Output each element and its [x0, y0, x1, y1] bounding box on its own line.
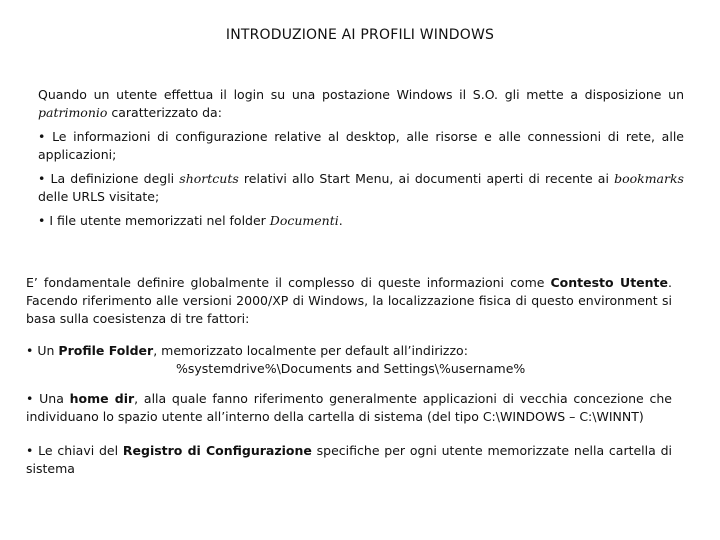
- bullet-shortcuts-text: La definizione degli: [50, 171, 180, 186]
- page-title: INTRODUZIONE AI PROFILI WINDOWS: [225, 27, 495, 43]
- profile-folder-text: Un: [37, 343, 59, 358]
- context-text: E’ fondamentale definire globalmente il complesso di queste informazioni come: [26, 275, 551, 290]
- contesto-utente-term: Contesto Utente: [550, 275, 668, 290]
- list-item: [38, 212, 684, 230]
- bullet-config-text: Le informazioni di configurazione relative al desktop, alle risorse e alle connessioni di rete, alle applicazioni;: [38, 129, 684, 162]
- bookmarks-emphasis: bookmarks: [614, 171, 684, 186]
- intro-text-end: caratterizzato da:: [107, 105, 222, 120]
- home-dir-text-end: , alla quale fanno riferimento generalmente applicazioni di vecchia concezione che individuano lo spazio utente all’interno della cartella di sistema (del tipo C:\WINDOWS – C:\WINNT): [26, 391, 672, 424]
- intro-text: Quando un utente effettua il login su una postazione Windows il S.O. gli mette a disposizione un: [38, 87, 684, 102]
- intro-emphasis: patrimonio: [38, 105, 108, 120]
- registry-text: Le chiavi del: [38, 443, 123, 458]
- list-item: [38, 170, 684, 206]
- shortcuts-emphasis: shortcuts: [179, 171, 239, 186]
- context-paragraph: [26, 274, 672, 328]
- documenti-emphasis: Documenti: [269, 213, 339, 228]
- profile-folder-term: Profile Folder: [58, 343, 154, 358]
- list-item: [26, 442, 672, 478]
- list-item: [26, 342, 672, 378]
- list-item: [26, 390, 672, 426]
- profile-folder-text-end: , memorizzato localmente per default all’indirizzo:: [153, 343, 468, 358]
- registry-term: Registro di Configurazione: [122, 443, 312, 458]
- registry-text-end: specifiche per ogni utente memorizzate nella cartella di sistema: [26, 443, 672, 476]
- profile-folder-path: %systemdrive%\Documents and Settings\%username%: [176, 361, 526, 376]
- home-dir-text: Una: [39, 391, 70, 406]
- bullet-shortcuts-text-2: relativi allo Start Menu, ai documenti aperti di recente ai: [238, 171, 615, 186]
- home-dir-term: home dir: [69, 391, 135, 406]
- context-text-end: . Facendo riferimento alle versioni 2000/XP di Windows, la localizzazione fisica di questo environment si basa sulla coesistenza di tre fattori:: [26, 275, 672, 326]
- bullet-files-text: I file utente memorizzati nel folder: [49, 213, 270, 228]
- intro-paragraph: [38, 86, 684, 122]
- bullet-files-text-end: .: [338, 213, 343, 228]
- bullet-shortcuts-text-3: delle URLS visitate;: [38, 189, 160, 204]
- list-item: [38, 128, 684, 164]
